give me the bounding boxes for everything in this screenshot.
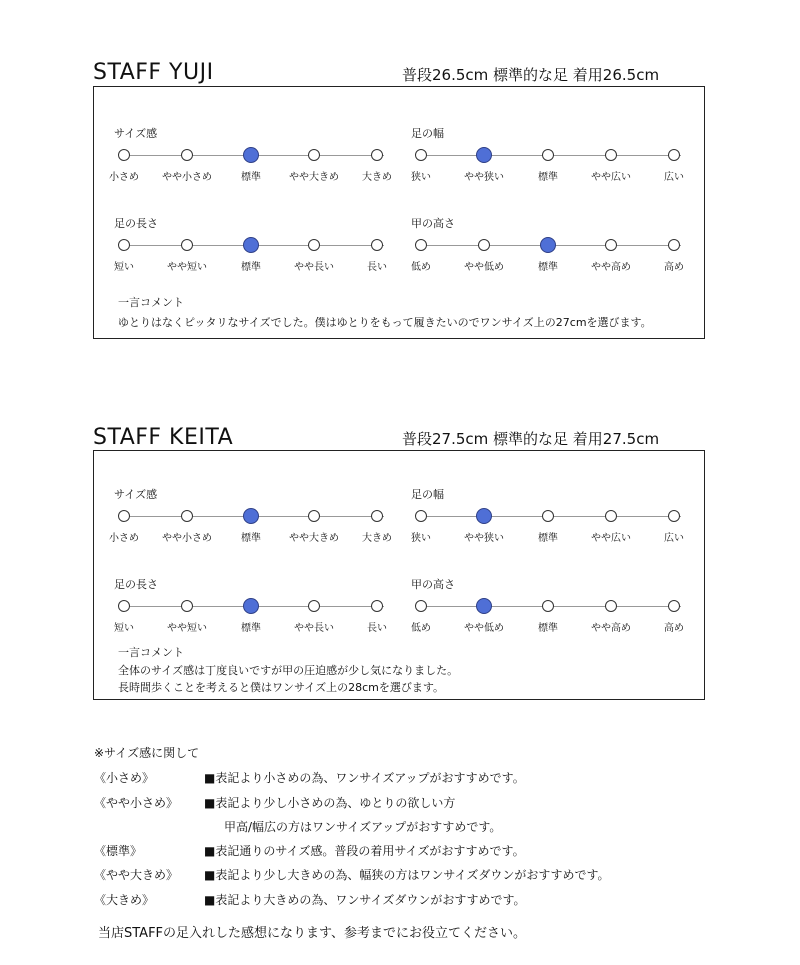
scale-option-label: 標準 bbox=[241, 262, 261, 273]
scale-width bbox=[411, 486, 691, 546]
scale-dot-selected bbox=[540, 237, 556, 253]
scale-option-label: 標準 bbox=[538, 172, 558, 183]
scale-option-label: やや小さめ bbox=[162, 172, 212, 183]
scale-dot bbox=[308, 239, 320, 251]
scale-dot bbox=[308, 600, 320, 612]
scale-dot-selected bbox=[476, 147, 492, 163]
scale-dot bbox=[118, 510, 130, 522]
scale-dot bbox=[605, 600, 617, 612]
scale-option-label: やや広い bbox=[591, 533, 631, 544]
scale-option-label: 小さめ bbox=[109, 533, 139, 544]
note-label: 《やや大きめ》 bbox=[94, 868, 179, 882]
comment-title: 一言コメント bbox=[118, 646, 184, 659]
scale-dot bbox=[415, 600, 427, 612]
scale-dot bbox=[181, 149, 193, 161]
scale-dot bbox=[371, 149, 383, 161]
scale-option-label: やや小さめ bbox=[162, 533, 212, 544]
scale-option-label: 標準 bbox=[241, 533, 261, 544]
scale-dot bbox=[371, 600, 383, 612]
scale-dot bbox=[668, 149, 680, 161]
scale-dot bbox=[542, 149, 554, 161]
scale-option-label: 大きめ bbox=[362, 172, 392, 183]
note-label: 《やや小さめ》 bbox=[94, 796, 179, 810]
scale-dot-selected bbox=[243, 237, 259, 253]
comment-line: ゆとりはなくピッタリなサイズでした。僕はゆとりをもって履きたいのでワンサイズ上の27cmを選びます。 bbox=[118, 316, 652, 329]
note-label: 《大きめ》 bbox=[94, 893, 155, 907]
comment-line: 全体のサイズ感は丁度良いですが甲の圧迫感が少し気になりました。 bbox=[118, 664, 459, 677]
scale-dot bbox=[415, 239, 427, 251]
scale-option-label: やや短い bbox=[167, 262, 207, 273]
scale-dot bbox=[542, 510, 554, 522]
notes-heading: ※サイズ感に関して bbox=[94, 746, 200, 760]
staff-yuji-meta: 普段26.5cm 標準的な足 着用26.5cm bbox=[402, 66, 660, 84]
scale-option-label: 長い bbox=[367, 623, 387, 634]
scale-title: 足の長さ bbox=[114, 578, 158, 591]
note-label: 《標準》 bbox=[94, 844, 143, 858]
note-label: 《小さめ》 bbox=[94, 771, 155, 785]
scale-size bbox=[109, 486, 394, 546]
comment-line: 長時間歩くことを考えると僕はワンサイズ上の28cmを選びます。 bbox=[118, 681, 444, 694]
scale-title: 足の幅 bbox=[411, 127, 444, 140]
scale-title: 足の幅 bbox=[411, 488, 444, 501]
scale-option-label: やや短い bbox=[167, 623, 207, 634]
scale-option-label: やや大きめ bbox=[289, 172, 339, 183]
scale-dot bbox=[181, 510, 193, 522]
staff-keita-name: STAFF KEITA bbox=[93, 425, 234, 450]
scale-dot bbox=[415, 510, 427, 522]
scale-dot bbox=[415, 149, 427, 161]
scale-dot bbox=[308, 510, 320, 522]
scale-dot bbox=[181, 600, 193, 612]
scale-length bbox=[114, 215, 394, 275]
scale-option-label: やや低め bbox=[464, 623, 504, 634]
scale-width bbox=[411, 125, 691, 185]
scale-title: サイズ感 bbox=[114, 488, 158, 501]
scale-instep bbox=[411, 576, 691, 636]
scale-dot bbox=[605, 510, 617, 522]
scale-dot bbox=[371, 239, 383, 251]
staff-keita-meta: 普段27.5cm 標準的な足 着用27.5cm bbox=[402, 430, 660, 448]
scale-dot bbox=[118, 239, 130, 251]
scale-option-label: やや高め bbox=[591, 623, 631, 634]
note-text: ■表記より少し小さめの為、ゆとりの欲しい方 bbox=[204, 796, 456, 810]
staff-yuji-name: STAFF YUJI bbox=[93, 60, 214, 85]
scale-title: 甲の高さ bbox=[411, 217, 455, 230]
scale-option-label: 標準 bbox=[241, 623, 261, 634]
scale-dot bbox=[118, 600, 130, 612]
scale-dot-selected bbox=[476, 508, 492, 524]
note-text: ■表記より小さめの為、ワンサイズアップがおすすめです。 bbox=[204, 771, 525, 785]
scale-option-label: 標準 bbox=[241, 172, 261, 183]
scale-dot bbox=[308, 149, 320, 161]
scale-option-label: やや長い bbox=[294, 623, 334, 634]
note-text: ■表記より少し大きめの為、幅狭の方はワンサイズダウンがおすすめです。 bbox=[204, 868, 610, 882]
scale-dot bbox=[478, 239, 490, 251]
scale-length bbox=[114, 576, 394, 636]
scale-dot bbox=[668, 239, 680, 251]
scale-dot-selected bbox=[243, 598, 259, 614]
scale-option-label: 標準 bbox=[538, 533, 558, 544]
scale-option-label: 高め bbox=[664, 262, 684, 273]
staff-keita-card bbox=[93, 450, 705, 700]
scale-option-label: 小さめ bbox=[109, 172, 139, 183]
scale-dot-selected bbox=[243, 147, 259, 163]
scale-option-label: やや広い bbox=[591, 172, 631, 183]
scale-option-label: 狭い bbox=[411, 533, 431, 544]
scale-option-label: 標準 bbox=[538, 262, 558, 273]
scale-dot bbox=[371, 510, 383, 522]
scale-title: 足の長さ bbox=[114, 217, 158, 230]
comment-title: 一言コメント bbox=[118, 296, 184, 309]
scale-dot bbox=[668, 510, 680, 522]
scale-option-label: 低め bbox=[411, 262, 431, 273]
scale-dot-selected bbox=[476, 598, 492, 614]
scale-option-label: やや長い bbox=[294, 262, 334, 273]
scale-dot bbox=[668, 600, 680, 612]
scale-option-label: 長い bbox=[367, 262, 387, 273]
scale-option-label: 短い bbox=[114, 623, 134, 634]
scale-option-label: 高め bbox=[664, 623, 684, 634]
scale-option-label: 低め bbox=[411, 623, 431, 634]
footer-note: 当店STAFFの足入れした感想になります、参考までにお役立てください。 bbox=[98, 926, 526, 941]
staff-yuji-card bbox=[93, 86, 705, 339]
scale-option-label: 広い bbox=[664, 172, 684, 183]
scale-size bbox=[109, 125, 394, 185]
scale-option-label: やや狭い bbox=[464, 533, 504, 544]
scale-dot bbox=[118, 149, 130, 161]
scale-dot-selected bbox=[243, 508, 259, 524]
scale-title: サイズ感 bbox=[114, 127, 158, 140]
scale-dot bbox=[542, 600, 554, 612]
scale-option-label: 標準 bbox=[538, 623, 558, 634]
scale-option-label: やや大きめ bbox=[289, 533, 339, 544]
scale-option-label: 短い bbox=[114, 262, 134, 273]
scale-dot bbox=[181, 239, 193, 251]
scale-option-label: 大きめ bbox=[362, 533, 392, 544]
note-text: 甲高/幅広の方はワンサイズアップがおすすめです。 bbox=[224, 820, 502, 834]
scale-option-label: やや高め bbox=[591, 262, 631, 273]
scale-option-label: 狭い bbox=[411, 172, 431, 183]
note-text: ■表記通りのサイズ感。普段の着用サイズがおすすめです。 bbox=[204, 844, 525, 858]
scale-dot bbox=[605, 149, 617, 161]
scale-option-label: やや狭い bbox=[464, 172, 504, 183]
scale-option-label: 広い bbox=[664, 533, 684, 544]
scale-instep bbox=[411, 215, 691, 275]
scale-option-label: やや低め bbox=[464, 262, 504, 273]
scale-title: 甲の高さ bbox=[411, 578, 455, 591]
note-text: ■表記より大きめの為、ワンサイズダウンがおすすめです。 bbox=[204, 893, 526, 907]
scale-dot bbox=[605, 239, 617, 251]
